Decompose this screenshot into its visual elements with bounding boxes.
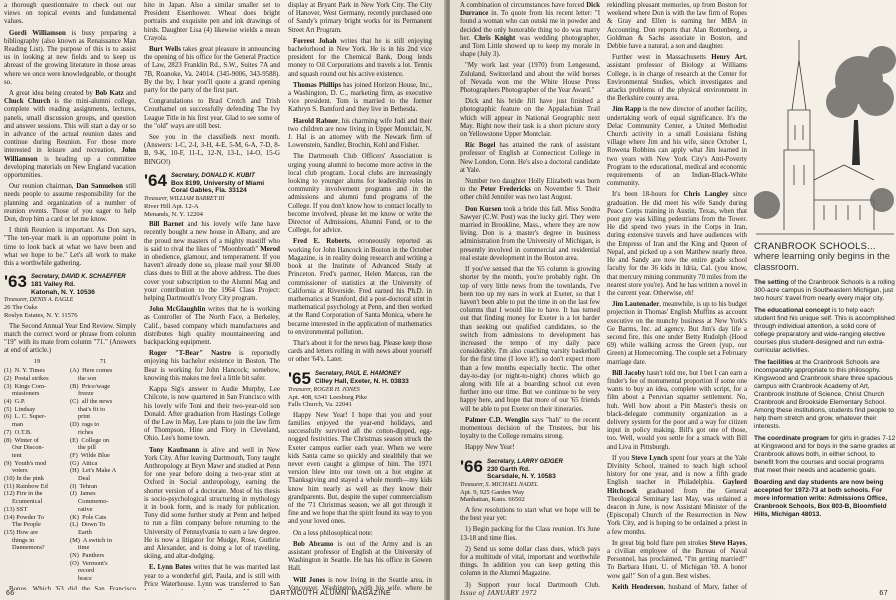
ad-paragraph: The coordinate program for girls in grades 7-12 at Kingswood and for boys in the same grades at Cranbrook allows both, in either school, to benefit from the courses and social programs that meet their needs and academic goals. (754, 435, 896, 474)
quiz-item: (2) Postal strikes (4, 374, 49, 382)
right-page (450, 0, 896, 600)
paragraph: "My work last year (1970) from Lengesund, Zululand, Switzerland and about the wild horses of Nevada won me the White House Press Photographers Photographer of the Year Award." (460, 62, 600, 95)
quiz-answer: Commemo- (70, 498, 109, 506)
paragraph: On a less philosophical note: (293, 529, 373, 537)
quiz-column-header: 71 (99, 358, 107, 366)
class-treasurer: Treasurer, WILLIAM BARRET III (144, 196, 225, 203)
paragraph: Dick and his bride Jill have just finished a photographic feature on the Appalachian Trail which will appear in National Geographic next May. Right now their task is a short picture story on Yellowstone Upper Montclair. (460, 98, 600, 139)
quiz-item: (7) O.T.B. (4, 428, 32, 436)
paragraph: That's about it for the news bag. Please keep those cards and letters rolling in with news about yourself or other '64's. Later. (288, 339, 432, 364)
paragraph: Bob Abramo is out of the Army and is an assistant professor of English at the University of Washington in Seattle. He has his office in Gowen Hall. (288, 540, 432, 573)
quiz-item: (12) Fire in the (4, 490, 43, 498)
right-column-2 (607, 2, 747, 590)
quiz-item: Dannemora? (4, 544, 45, 552)
treasurer-address: Apt. 408, 6341 Leesburg Pike Falls Church, Va. 22041 (288, 393, 367, 409)
quiz-answer: (E) College on (70, 436, 110, 444)
paragraph: Jim Lautenader, meanwhile, is up to his budget projection in Thomas' English Muffins as account executive on the munchy business at New York's Ge Barms, Inc. ad agency. But Jim's day life a second fire, this one under Betty Rudolph (Hood 69) while walking across the Green (yup, our Green) at Homecoming. The couple set a February marriage date. (607, 301, 747, 366)
quiz-row (4, 529, 136, 537)
quiz-row (4, 444, 136, 452)
quiz-answer: rative (70, 505, 93, 513)
ad-contact: Boarding and day students are now being accepted for 1972-73 at both schools. For more information write: Admissions Office, Cranbrook Schools, Box 803-B, Bloomfield Hills, Michigan 48013. (754, 479, 888, 518)
quiz-row (4, 537, 136, 545)
cranbrook-tower-illustration (754, 0, 896, 236)
quiz-row (4, 452, 136, 460)
quiz-rows (4, 367, 136, 583)
quiz-item: The People (4, 521, 41, 529)
quiz-item: (5) Lindsay (4, 405, 36, 413)
quiz-item: missioners (4, 390, 40, 398)
quiz-answer: (N) Panthers (70, 552, 105, 560)
quiz-row (4, 560, 136, 568)
class-secretary: Secretary, DONALD K. KUBIT (170, 172, 255, 179)
quiz-row (4, 429, 136, 437)
quiz-item (4, 567, 70, 575)
paragraph: A few resolutions to start what we hope will be the best year yet: (460, 506, 600, 523)
quiz-row (4, 521, 136, 529)
quiz-answer: riches (70, 428, 94, 436)
quiz-row (4, 483, 136, 491)
paragraph: Don Kursen took a bride this fall. Miss Sondra Sawyer (C.W. Post) was the lucky girl. They were married in Brookline, Mass., where they are now living. Don is a master's degree in business administration from the University of Michigan, is presently involved in commercial and residential real estate development in the Boston area. (460, 205, 600, 262)
quiz-row (4, 475, 136, 483)
quiz-item (4, 552, 70, 560)
paragraph: Keith Henderson, husband of Mary, father of (612, 583, 747, 590)
class-secretary: Secretary, LARRY GEIGER (486, 458, 563, 465)
treasurer-address: River Hill Apt. 12-A Menands, N. Y. 12204 (144, 203, 203, 218)
quiz-answer: (L) Down To (70, 521, 106, 529)
paragraph: 2) Send us some dollar class dues, which pays for a multitude of vital, important and worthwhile things. In addition you can keep getting this column in the Alumni Magazine. (460, 545, 600, 578)
right-column-1 (460, 2, 600, 590)
quiz-item: (14) Powder To (4, 513, 44, 521)
class-heading-66: '66 Secretary, LARRY GEIGER 230 Garth Rd. Scarsdale, N. Y. 10583 (460, 456, 563, 481)
paragraph: I think Reunion is important. As Don says, "The ten-year mark is an opportune point in time to look back at what we have been and what we hope to be." Let's all work to make this a worthwhile gathering. (4, 227, 136, 268)
ad-paragraph: The facilities at the Cranbrook Schools are incomparably appropriate to this philosophy. Kingswood and Cranbrook share three spacious campus with Cranbrook Academy of Art, Cranbrook Institute of Science, Christ Church Cranbrook and Brookside Elementary School. Among these institutions, students find people to help them stretch and grow, whatever their interests. (754, 359, 894, 430)
quiz-answer: (M) A switch in (70, 536, 112, 544)
quiz-row (4, 575, 136, 583)
paragraph: Fred E. Roberts, erroneously reported as working for John Hancock in Boston in the October Magazine, is in reality doing research and writing a book at the Institute of Advanced Study at Princeton. Fred's partner, Helen Marcus, ran the commissioner of statistics at the University of California at Riverside. Fred earned his Ph.D. in mathematics at Stanford, did a post-doctoral stint in mathematical psychology at Penn, and then worked at the Rand Corporation of Santa Monica, where he became interested in the application of mathematics to environmental pollution. (288, 238, 432, 336)
quiz-item: man (4, 421, 23, 429)
quiz-row (4, 552, 136, 560)
quiz-answer: brace (70, 575, 92, 583)
paragraph: Kappa Sig's answer to Audie Murphy, Lee Chilcote, is now quartered in San Francisco with his lovely wife Toni and their two-year-old son Donald. After graduation from Hastings College of the Law in May, Lee plans to join the law firm of Thompson, Hine and Flory in Cleveland, Ohio. Lee's home town. (144, 386, 280, 443)
left-page (0, 0, 446, 600)
paragraph: Palmer C.D. Wenglin says "hah" to the recent momentous decision of the Trustees, but his loyalty to the College remains strong. (460, 416, 600, 441)
quiz-item: (3) Kings Com- (4, 382, 47, 390)
paragraph: Thomas Phillips has joined Horizon House, Inc., a Washington, D. C., marketing firm, as executive vice president. Tom is married to the former Kathryn S. Bamford and they live in Bethesda. (288, 81, 432, 114)
class-treasurer: Treasurer, S. MICHAEL NADEL (460, 481, 538, 488)
paragraph: Happy New Year! I hope that you and your families enjoyed the year-end holidays, and successfully survived all the cotton-dipped, egg-nogged festivities. The Christmas season struck the Exeter campus earlier each year. When we were kids Santa came so quickly and stealthily that we never even caught a glimpse of him. The 1971 version blew into our town on a hot engine at Thanksgiving and stayed a whole month—my kids know him nearly as well as they know their grandparents. But, despite the super commercialism of the '71 Christmas season, we all got through it fine and we hope that the spirit found its way to you and your loved ones. (288, 411, 432, 526)
quiz-item: voters (4, 467, 28, 475)
paragraph: Wilf Jones is now living in the Seattle area, in Vancouver, Washington, with his wife, where he (288, 576, 432, 590)
quiz-row (4, 437, 136, 445)
quiz-answer: (B) Price/wage (70, 382, 111, 390)
ad-paragraph: The setting of the Cranbrook Schools is a rolling 300-acre campus in Southeastern Michigan, just two hours' travel from nearly every major city. (754, 279, 895, 302)
quiz-answer: (J) James (70, 490, 96, 498)
paragraph: display at Bryant Park in New York City. The City of Hanover, West Germany, recently purchased one of Sandy's primary bright works for its Permanent Street Art Program. (288, 2, 432, 34)
paragraph: Gordi Williamson is busy preparing a bibliography (also known as Renaissance Man Reading List). The purpose of this is to assist us in looking at new fields and to keep us abreast of the growing literature in those areas where we once were knowledgeable, or thought so. (4, 29, 136, 86)
quiz-row (4, 506, 136, 514)
quiz-item: things in (4, 536, 35, 544)
paragraph: Burt Wells takes great pleasure in announcing the opening of his office for the General Practice of Law, 2823 Franklin Rd., S.W., Suites 7A and 7B, Roanoke, Va. 24014. (345-9006, 343-9588). By the by, I hear you'll quote a grand opening party for the party of the first part. (144, 46, 280, 95)
ad-title: CRANBROOK SCHOOLS... (754, 241, 876, 251)
quiz-column-header: 19 (33, 358, 41, 366)
paragraph: Bill Jacoby hasn't told me, but I bet I can earn a finder's fee of monumental proportion if some one wants to buy an idea, complete with script, for a film about a Peruvian squatter settlement. No, huh. Well how about a Pitt Master's thesis on black-delegate community organization as a delivery system for the poor and a way for citizen input in policy making. Bill's got one of those, too. Well, would you settle for a smack with Bill and Liva in Pittsburgh. (607, 369, 747, 451)
ad-paragraph: The educational concept is to help each student find his unique self. This is accomplished through individual attention, a solid core of college preparatory and wide-ranging elective courses plus student-designed and run extra-curricular activities. (754, 307, 895, 354)
paragraph: The Dartmouth Club Officers' Association is urging young alumni to become more active in the local club program. Local clubs are increasingly looking to younger alums for leadership roles in community involvement programs and in the admissions and alumni fund programs of the College. If you don't know how to contact locally to become involved, please let me know or write the Director of Admissions, Alumni Fund, or to the College, for advice. (288, 153, 432, 235)
paragraph: A great idea being created by Bob Katz and Chuck Church is the mini-alumni college, complete with reading assignments, lectures, panels, small discussion groups, and question and answer sessions. This will start a day or so in advance of the actual reunion dates and continue during Reunion. For those more interested in leisure and recreation, John Williamson is heading up a committee developing materials on New England vacation opportunities. (4, 90, 136, 180)
paragraph: A combination of circumstances have forced Dick Durrance in. To quote from his recent letter: "I found a woman who can outski me in powder and decided the only honorable thing to do was marry her. Chris Knight was wedding photographer, and Tom Little showed up to keep my morale in shape (July 3). (460, 2, 600, 59)
quiz-item: Ecumenical (4, 498, 43, 506)
magazine-name: DARTMOUTH ALUMNI MAGAZINE (270, 590, 392, 597)
paragraph: Harold Rabner, his charming wife Judi and their two children are now living in Upper Montclair, N. J. Hal is an attorney with the Newark firm of Lowenstein, Sandler, Brochin, Kohl and Fisher. (288, 117, 432, 150)
quiz-row (4, 467, 136, 475)
page-number: 66 (6, 590, 15, 597)
paragraph: Roger "T-Bear" Nastro is reportedly enjoying his bachelor existence in Boston. The Bear is working for John Hancock; somehow, knowing this makes me feel a little bit safer. (144, 350, 280, 382)
quiz-row (4, 460, 136, 468)
quiz-answer: freeze (70, 390, 94, 398)
class-treasurer: Treasurer, ROGER H. JONES (288, 386, 360, 393)
quiz-answer: (H) Let's Make A (70, 467, 117, 475)
quiz-answer: (G) Attica (70, 459, 98, 467)
paragraph: John McGlaughlin writes that he is working as Controller of The North Face, a Berkeley, Calif., based company which manufactures and distributes high quality mountaineering and backpacking equipment. (144, 306, 280, 347)
left-column-1 (4, 2, 136, 590)
quiz-item: Our Discon- (4, 444, 44, 452)
paragraph: a thorough questionnaire to check out our views on topical events and fundamental values. (4, 2, 136, 26)
quiz-answer: the pill (70, 444, 96, 452)
class-secretary: Secretary, PAUL E. HAMONEY (314, 370, 401, 377)
quiz-item: (1) N. Y. Times (4, 367, 45, 375)
quiz-row (4, 421, 136, 429)
paragraph: Bill Barnet and his lovely wife Jane have recently bought a new house in Albany, and are the proud new masters of a mighty mastiff who is said to rival the likes of "Moonbreath" Merod in obedience, glamour, and temperament. If you haven't already done so, please mail your $8.00 class dues to Bill at the above address. The dues cover your subscription to the Alumni Mag and your contribution to the 1964 Class Project: helping Dartmouth's Ivory City program. (144, 221, 280, 303)
quiz-answer: (F) Wilde Blue (70, 451, 110, 459)
class-heading-65: '65 Secretary, PAUL E. HAMONEY Cilley Hall, Exeter, N. H. 03833 (288, 368, 409, 388)
paragraph: Tony Kaufmann is alive and well in New York City. After leaving Dartmouth, Tony taught Anthropology at Bryn Mawr and studied at Penn for one year before doing a two-year stint at Oxford in Social anthropology, earning the shorter version of a doctorate. Most of his thesis is socio-psychological structuring in mythology it in book form, and is ready for publication. Tony did some further study at Penn and helped to run a film company before returning to the University of Pennsylvania to earn a law degree. He is now a litigator for Mudge, Rose, Guthrie and Alexander, and is doing a lot of traveling, skiing, and altar-dodging. (144, 446, 280, 561)
paragraph: 3) Support your local Dartmouth Club. (465, 581, 600, 589)
quiz-item: (9) Youth's mod (4, 459, 47, 467)
class-year: '63 (4, 272, 27, 292)
quiz-row (4, 514, 136, 522)
class-year: '66 (460, 456, 483, 476)
class-year: '65 (288, 368, 311, 388)
left-column-3 (288, 2, 432, 590)
quiz-answer: the son (70, 374, 97, 382)
quiz-answer: that's fit to (70, 405, 106, 413)
quiz-item (4, 560, 70, 568)
quiz-answer: (O) Vermont's (70, 559, 108, 567)
quiz-item: (13) SST (4, 505, 28, 513)
paragraph: Bonus. Which '63 did the San Francisco (9, 585, 136, 590)
class-secretary: Secretary, DAVID K. SCHAEFFER (30, 274, 126, 281)
quiz-item (4, 575, 70, 583)
class-heading-64: '64 Secretary, DONALD K. KUBIT Box 8199, University of Miami Coral Gables, Fla. 33124 (144, 170, 265, 195)
paragraph: The Second Annual Year End Review. Simply match the correct word or phrase from column "19" with its mate from column "71." (Answers at end of article.) (4, 322, 136, 355)
paragraph: Jim Rapp is the new director of another facility, undertaking work of equal significance. It's the Delac Community Center, a United Methodist Church activity in a small Louisiana fishing village where Jim and his wife, since October 1, Rowena Robbins can apply what Jim learned in two years with New York City's Anti-Poverty Program to the educational, medical and economic requirements of an Indian-Black-White community. (607, 106, 747, 188)
quiz-item: tent (4, 451, 22, 459)
paragraph: If you've sensed that the '65 column is growing shorter by the month, you're probably right. On top of very little news from the townlands, I've been too up my ears in work at Exeter, so that I haven't been able to put the time in on the last few columns that I would like to have. It has turned out that finding money for Exeter is a lot harder than seeking out qualified candidates, so the switch from admissions to development has increased the tempo of my daily pace considerably. I'm also coaching varsity basketball for the first time (I love it!), so don't expect more than a few months especially hectic. The other day-to-day (or night-to-night) chores which go along with life at a boarding school cut even further into our time. But we continue to be very happy here, and hope that more of our '65 friends will be able to put Exeter on their itineraries. (460, 266, 600, 413)
paragraph: Congratulations to Brad Crotch and Trish Crouthamel on successfully defending The Ivy League Title in his first year. Glad to see some of the "old" ways are still best. (144, 98, 280, 130)
paragraph: rekindling pleasant memories, up from Boston for weekend where Don is with the law firm of Ropes & Gray and Ellen is earning her MBA in Accounting. Don reports that Alan Rottenberg, a Goldman & Sachs associate in Boston, and Debbie have a natural, a son and daughter. (607, 2, 747, 51)
quiz-item: (6) L. C. Super- (4, 413, 47, 421)
quiz-item: (4) G.P. (4, 398, 26, 405)
issue-date: Issue of JANUARY 1972 (460, 589, 537, 597)
quiz-row (4, 413, 136, 421)
quiz-answer: Deal (70, 475, 91, 483)
quiz-answer: (D) rags to (70, 421, 100, 429)
quiz-answer: (A) Here comes (70, 367, 113, 375)
page-number: 67 (879, 590, 888, 597)
quiz-answer: (K) Pole Cats (70, 513, 107, 521)
ad-body (754, 279, 896, 519)
paragraph: See you in the classifieds next month. (Answers: 1-C, 2-I, 3-H, 4-E, 5-M, 6-A, 7-D, 8-B, 9-K, 10-F, 11-L, 12-N, 13-L, 14-O, 15-G BINGO!) (144, 134, 280, 166)
quiz-answer: print (70, 413, 91, 421)
quiz-row (4, 398, 136, 406)
quiz-answer: record (70, 567, 95, 575)
paragraph: In great big bold flare pen strokes Steve Hayes, a civilian employee of the Bureau of Naval Personnel, has proclaimed, "I'm getting married!" To Barbara Hunt, U. of Michigan '69. A honor wow gal!" Son of a gun. Best wishes. (607, 539, 747, 580)
paragraph: Forrest Johah writes that he is still enjoying bachelorhood in New York. He is in his 2nd vice president for the Chemical Bank, Doug lends money to Oil Corporations and travels a lot. Tennis and squash round out his active existence. (288, 37, 432, 78)
ad-subtitle: where learning only begins in the classroom. (754, 251, 890, 272)
quiz-item: (11) Rainbow Ed (4, 482, 48, 490)
quiz-item: (10) In the pink (4, 475, 44, 483)
paragraph: 1) Begin packing for the Class reunion. It's June 13-18 and time flies. (460, 526, 600, 542)
class-year: '64 (144, 170, 167, 190)
treasurer-address: Apt. 9, 925 Garden Way Manhattan, Kans. 66502 (460, 488, 525, 504)
quiz-row (4, 406, 136, 414)
quiz-answer: Earth (70, 528, 92, 536)
paragraph: hito in Japan. Also a similar smaller set to President Eisenhower. Wheat does bright portraits and exquisite pen and ink drawings of birds. Daughter Lisa (4) likewise wields a mean Crayola. (144, 2, 280, 42)
class-treasurer: Treasurer, DENIS A. EAGLE (4, 297, 74, 304)
left-column-2 (144, 2, 280, 590)
paragraph: Further west in Massachusetts Henry Art, assistant professor of Biology at Williams College, is in charge of research at the Center for Environmental Studies, which investigates and attacks problems of the physical environment in the Berkshire county area. (607, 54, 747, 103)
paragraph: Happy New Year! (465, 444, 515, 452)
quiz-row (4, 375, 136, 383)
paragraph: If you Steve Lynch spent four years at the Yale Divinity School, trained to teach high school history for one year, and is now a fifth grade English teacher in Philadelphia. Gaylord Hitchcock graduated from the General Theological Seminary last May, was ordained a deacon in June, is now Assistant Minister of the (Episcopal) Church of the Resurrection in New York City, and is hoping to be ordained a priest in a few months. (607, 454, 747, 536)
paragraph: Ric Bogel has attained the rank of assistant professor of English at Connecticut College in New London, Conn. He's also a doctoral candidate at Yale. (460, 142, 600, 174)
quiz-item: (15) How are (4, 528, 39, 536)
quiz-row (4, 490, 136, 498)
treasurer-address: 26 The Oaks Roslyn Estates, N. Y. 11576 (4, 304, 78, 320)
quiz-row (4, 498, 136, 506)
quiz-row (4, 544, 136, 552)
quiz-row (4, 383, 136, 391)
quiz-row (4, 367, 136, 375)
paragraph: It's been 18-hours for Chris Langley since graduation. He did meet his wife Sandy during Peace Corps training in Austin, Texas, when that poor guy was killing pedestrians from the Tower. He did spend two years in the Corps in Iran, during extensive travels and have audiences with the Empress of Iran and the King and Queen of Nepal, and picked up a son Matthew nearly three. He and Sandy are now the entire grade school faculty for the 36 kids in Idria, Cal. (you know, that mercury mining community 70 miles from the nearest store you're). And he has written a novel in the current year. Otherwise, eh! (607, 191, 747, 297)
quiz-row (4, 390, 136, 398)
year-end-quiz (4, 358, 136, 582)
quiz-row (4, 567, 136, 575)
quiz-answer: (C) all the news (70, 398, 113, 405)
paragraph: Our reunion chairman, Dan Samuelson still needs people to assume responsibility for the planning and organization of a number of reunion events. Those of you eager to help Don, drop him a card or let me know. (4, 183, 136, 224)
quiz-answer: time (70, 544, 90, 552)
class-heading-63: '63 Secretary, DAVID K. SCHAEFFER 181 Valley Rd. Katonah, N. Y. 10536 (4, 272, 126, 296)
cranbrook-advertisement (754, 0, 896, 588)
paragraph: Number two daughter Holly Elizabeth was born to the Peter Fredericks on November 9. Their other child Jennifer was two last August. (460, 178, 600, 202)
paragraph: E. Lynn Bates writes that he was married last year to a wonderful girl, Paula, and is still with Price Waterhouse. Lynn was transferred to San (144, 564, 280, 588)
quiz-answer: (I) Tehran (70, 482, 98, 490)
quiz-item: (8) Winter of (4, 436, 39, 444)
